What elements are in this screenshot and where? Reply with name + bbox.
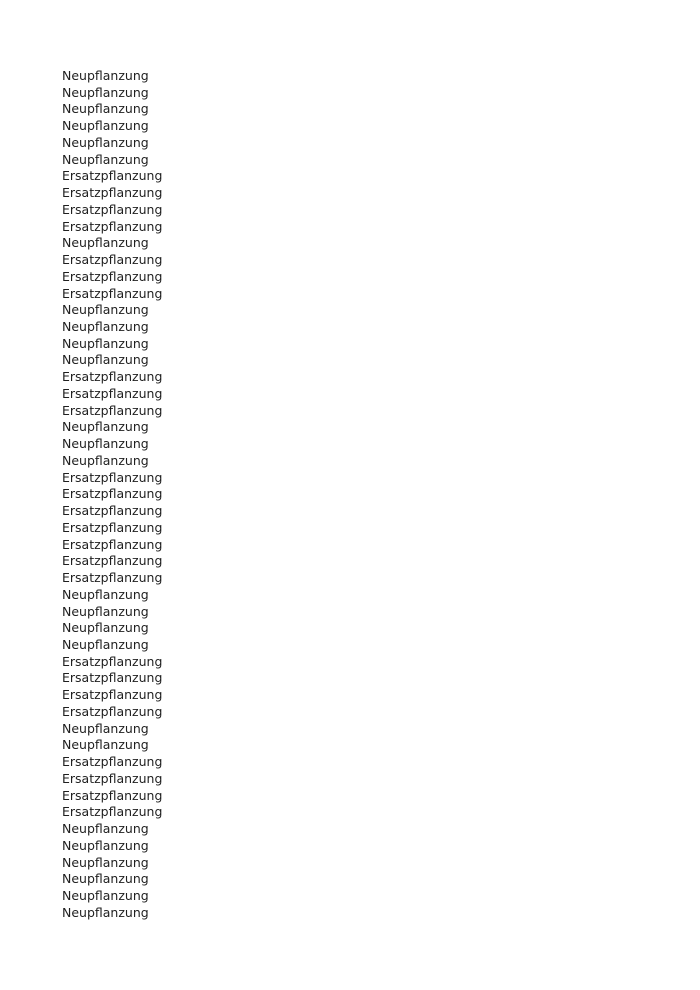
list-item: Ersatzpflanzung (62, 369, 163, 385)
planting-type-list (62, 68, 162, 921)
list-item: Neupflanzung (62, 586, 149, 602)
list-item: Neupflanzung (62, 854, 149, 870)
list-item: Neupflanzung (62, 84, 149, 100)
list-item: Neupflanzung (62, 452, 149, 468)
list-item: Neupflanzung (62, 837, 149, 853)
list-item: Ersatzpflanzung (62, 252, 163, 268)
list-item: Neupflanzung (62, 101, 149, 117)
list-item: Ersatzpflanzung (62, 653, 163, 669)
list-item: Neupflanzung (62, 904, 149, 920)
list-item: Ersatzpflanzung (62, 519, 163, 535)
list-item: Neupflanzung (62, 620, 149, 636)
list-item: Neupflanzung (62, 352, 149, 368)
list-item: Ersatzpflanzung (62, 402, 163, 418)
list-item: Neupflanzung (62, 887, 149, 903)
list-item: Neupflanzung (62, 419, 149, 435)
list-item: Ersatzpflanzung (62, 670, 163, 686)
list-item: Neupflanzung (62, 235, 149, 251)
list-item: Ersatzpflanzung (62, 201, 163, 217)
list-item: Ersatzpflanzung (62, 754, 163, 770)
list-item: Ersatzpflanzung (62, 787, 163, 803)
list-item: Neupflanzung (62, 335, 149, 351)
list-item: Neupflanzung (62, 118, 149, 134)
list-item: Ersatzpflanzung (62, 285, 163, 301)
list-item: Neupflanzung (62, 436, 149, 452)
list-item: Neupflanzung (62, 737, 149, 753)
list-item: Ersatzpflanzung (62, 703, 163, 719)
list-item: Ersatzpflanzung (62, 804, 163, 820)
list-item: Neupflanzung (62, 636, 149, 652)
list-item: Ersatzpflanzung (62, 469, 163, 485)
list-item: Neupflanzung (62, 302, 149, 318)
list-item: Ersatzpflanzung (62, 268, 163, 284)
list-item: Ersatzpflanzung (62, 570, 163, 586)
list-item: Neupflanzung (62, 319, 149, 335)
list-item: Neupflanzung (62, 68, 149, 83)
list-item: Neupflanzung (62, 720, 149, 736)
list-item: Ersatzpflanzung (62, 536, 163, 552)
list-item: Neupflanzung (62, 821, 149, 837)
list-item: Ersatzpflanzung (62, 553, 163, 569)
list-item: Ersatzpflanzung (62, 687, 163, 703)
list-item: Ersatzpflanzung (62, 185, 163, 201)
list-item: Neupflanzung (62, 134, 149, 150)
list-item: Ersatzpflanzung (62, 168, 163, 184)
list-item: Ersatzpflanzung (62, 218, 163, 234)
list-item: Neupflanzung (62, 151, 149, 167)
list-item: Ersatzpflanzung (62, 770, 163, 786)
list-item: Neupflanzung (62, 603, 149, 619)
list-item: Ersatzpflanzung (62, 503, 163, 519)
list-item: Neupflanzung (62, 871, 149, 887)
list-item: Ersatzpflanzung (62, 486, 163, 502)
list-item: Ersatzpflanzung (62, 385, 163, 401)
